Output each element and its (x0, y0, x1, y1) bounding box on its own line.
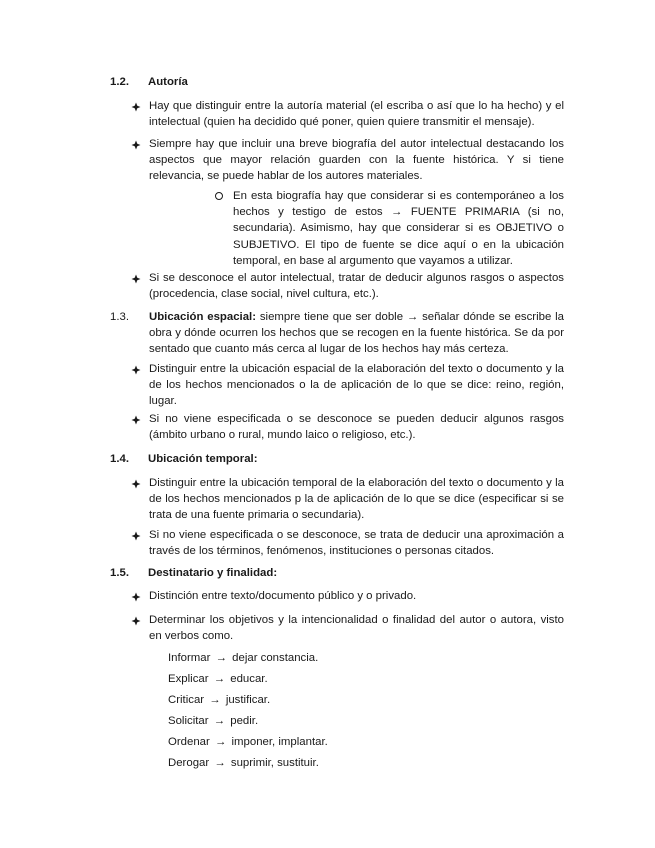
espacial-intro (149, 309, 564, 358)
arrow-icon: → (213, 673, 226, 685)
arrow-icon: → (214, 736, 227, 748)
destinatario-bullet-1: Distinción entre texto/documento público y o privado. (149, 590, 417, 602)
diamond-bullet-icon (131, 590, 141, 604)
espacial-bullet-2: Si no viene especificada o se desconoce se pueden deducir algunos rasgos (ámbito urbano o rural, mundo laico o religioso, etc.). (149, 413, 564, 442)
autoria-bullet-1: Hay que distinguir entre la autoría material (el escriba o así que lo ha hecho) y el intelectual (quien ha decidido qué poner, quien quiere transmitir el mensaje). (149, 100, 564, 129)
section-number: 1.3. (110, 311, 129, 323)
verb-line (168, 755, 319, 771)
autoria-sub-bullet: En esta biografía hay que considerar si es contemporáneo a los hechos y testigo de estos → FUENTE PRIMARIA (si no, secundaria). Asimismo, hay que considerar si es OBJETIVO o SUBJETIVO. El tipo de fuente se dice aquí o en la ubicación temporal, en base al argumento que vayamos a utilizar. (233, 190, 564, 267)
verb-meaning: justificar. (225, 694, 271, 706)
verb: Informar (168, 652, 211, 664)
verb-meaning: dejar constancia. (232, 652, 319, 664)
section-title: Autoría (148, 76, 188, 88)
section-heading-temporal (110, 451, 570, 467)
diamond-bullet-icon (131, 614, 141, 628)
espacial-intro-text: siempre tiene que ser doble → señalar dónde se escribe la obra y dónde ocurren los hechos que se recogen en la fuente histórica. Se da por sentado que cuanto más cerca al lugar de los hechos hay más certeza. (149, 311, 564, 356)
espacial-bullet-1: Distinguir entre la ubicación espacial de la elaboración del texto o documento y la de los hechos mencionados o la de aplicación de lo que se dice: reino, región, lugar. (149, 363, 564, 408)
verb-line (168, 713, 258, 729)
temporal-bullet-2: Si no viene especificada o se desconoce, se trata de deducir una aproximación a través de los términos, fenómenos, instituciones o personas citados. (149, 529, 564, 558)
verb-line (168, 671, 268, 687)
arrow-icon: → (214, 757, 226, 769)
diamond-bullet-icon (131, 138, 141, 152)
temporal-bullet-1: Distinguir entre la ubicación temporal de la elaboración del texto o documento y la de los hechos mencionados p la de aplicación de lo que se dice (especificar si se trata de una fuente primaria o secundaria). (149, 477, 564, 522)
diamond-bullet-icon (131, 477, 141, 491)
diamond-bullet-icon (131, 272, 141, 286)
diamond-bullet-icon (131, 100, 141, 114)
verb-meaning: imponer, implantar. (231, 736, 328, 748)
verb: Ordenar (168, 736, 210, 748)
arrow-icon: → (209, 694, 221, 706)
section-number: 1.5. (110, 567, 129, 579)
diamond-bullet-icon (131, 529, 141, 543)
verb: Explicar (168, 673, 209, 685)
section-heading-autoria (110, 74, 570, 90)
section-number: 1.2. (110, 76, 129, 88)
section-title: Destinatario y finalidad: (148, 567, 278, 579)
verb-line (168, 734, 328, 750)
destinatario-bullet-2: Determinar los objetivos y la intencionalidad o finalidad del autor o autora, visto en verbos como. (149, 614, 564, 643)
verb: Solicitar (168, 715, 209, 727)
autoria-bullet-2: Siempre hay que incluir una breve biografía del autor intelectual destacando los aspectos que mayor relación guarden con la fuente histórica. Y si tiene relevancia, se puede hablar de los autores materiales. (149, 138, 564, 183)
diamond-bullet-icon (131, 413, 141, 427)
verb: Derogar (168, 757, 210, 769)
arrow-icon: → (213, 715, 226, 727)
verb-meaning: pedir. (230, 715, 259, 727)
verb-meaning: educar. (230, 673, 268, 685)
verb: Criticar (168, 694, 205, 706)
section-heading-destinatario (110, 565, 570, 581)
section-title: Ubicación temporal: (148, 453, 258, 465)
verb-line (168, 692, 270, 708)
verb-meaning: suprimir, sustituir. (230, 757, 319, 769)
diamond-bullet-icon (131, 363, 141, 377)
circle-bullet-icon (215, 192, 223, 200)
verb-line (168, 650, 318, 666)
section-number: 1.4. (110, 453, 129, 465)
arrow-icon: → (215, 652, 227, 664)
section-title: Ubicación espacial: (149, 311, 257, 323)
autoria-bullet-3: Si se desconoce el autor intelectual, tratar de deducir algunos rasgos o aspectos (procedencia, clase social, nivel cultura, etc.). (149, 272, 564, 301)
